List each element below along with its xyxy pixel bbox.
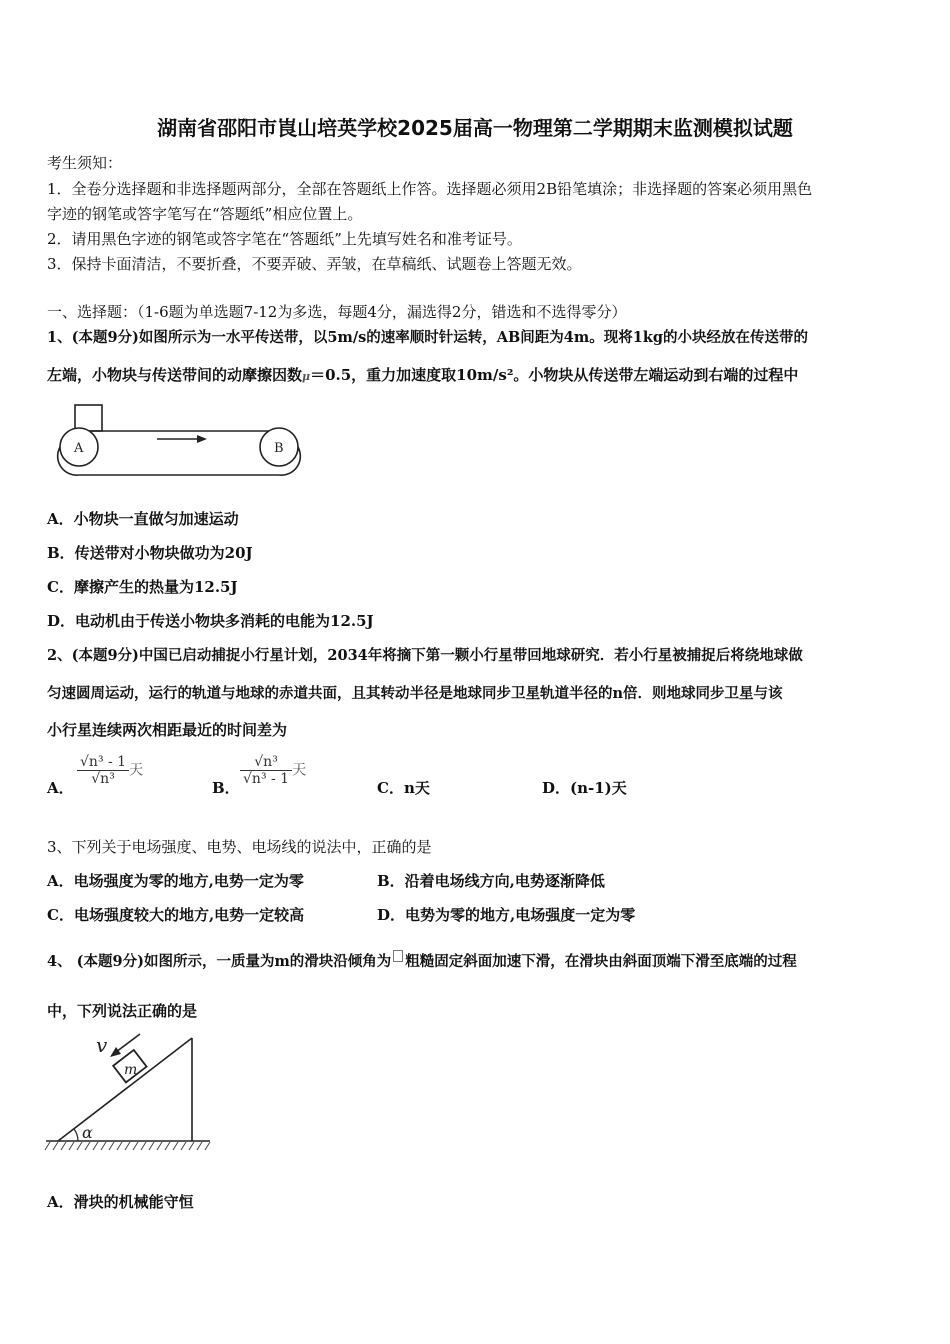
q4-line-1 <box>47 950 797 971</box>
q1-line-2 <box>47 364 798 385</box>
q2-option-a-fraction <box>77 754 129 787</box>
q3-option-d: D．电势为零的地方,电场强度一定为零 <box>377 906 636 924</box>
velocity-label: v <box>96 1033 108 1057</box>
label-a: A <box>74 441 84 456</box>
section-heading: 一、选择题：（1-6题为单选题7-12为多选，每题4分，漏选得2分，错选和不选得零分） <box>47 303 627 321</box>
q2-option-d: D．(n-1)天 <box>542 779 627 797</box>
q2-option-a-label: A． <box>47 779 74 797</box>
mu-symbol: μ <box>302 370 311 383</box>
q2-line-2: 匀速圆周运动，运行的轨道与地球的赤道共面，且其转动半径是地球同步卫星轨道半径的n倍．则地球同步卫星与该 <box>47 685 783 702</box>
q2-option-a-expr <box>77 754 143 787</box>
notice-heading: 考生须知： <box>47 154 123 172</box>
q1-option-c: C．摩擦产生的热量为12.5J <box>47 578 238 596</box>
q2-option-b-expr <box>240 754 306 787</box>
fraction-numerator: √n³ - 1 <box>77 754 129 771</box>
q4-line-1-text: 4、 (本题9分)如图所示，一质量为m的滑块沿倾角为 <box>47 953 392 970</box>
q1-line-2-text: 左端，小物块与传送带间的动摩擦因数 <box>47 366 303 384</box>
angle-alpha: α <box>82 1123 93 1142</box>
q2-option-b-fraction <box>240 754 292 787</box>
fraction-numerator: √n³ <box>240 754 292 771</box>
q1-option-b: B．传送带对小物块做功为20J <box>47 544 253 562</box>
q2-option-b-label: B． <box>212 779 240 797</box>
q1-line-1: 1、(本题9分)如图所示为一水平传送带，以5m/s的速率顺时针运转，AB间距为4m。现将1kg的小块经放在传送带的 <box>47 329 808 346</box>
conveyor-belt-figure <box>55 403 303 481</box>
q2-line-1: 2、(本题9分)中国已启动捕捉小行星计划，2034年将摘下第一颗小行星带回地球研究．若小行星被捕捉后将绕地球做 <box>47 647 803 664</box>
q2-line-3: 小行星连续两次相距最近的时间差为 <box>47 721 288 739</box>
fraction-denominator: √n³ - 1 <box>243 771 290 787</box>
q1-line-2-rest: ＝0.5，重力加速度取10m/s²。小物块从传送带左端运动到右端的过程中 <box>310 366 799 384</box>
unit-day: 天 <box>292 762 307 779</box>
page-title: 湖南省邵阳市崀山培英学校2025届高一物理第二学期期末监测模拟试题 <box>157 116 793 140</box>
q3-option-b: B．沿着电场线方向,电势逐渐降低 <box>377 872 605 890</box>
incline-figure <box>44 1030 214 1155</box>
fraction-denominator: √n³ <box>91 771 115 787</box>
missing-symbol-box <box>393 950 403 962</box>
q3-option-c: C．电场强度较大的地方,电势一定较高 <box>47 906 305 924</box>
q4-line-2: 中，下列说法正确的是 <box>47 1002 198 1020</box>
q2-option-c: C．n天 <box>377 779 430 797</box>
mass-label: m <box>124 1062 138 1078</box>
notice-line-1a: 1．全卷分选择题和非选择题两部分，全部在答题纸上作答。选择题必须用2B铅笔填涂；非选择题的答案必须用黑色 <box>47 180 813 198</box>
q1-option-a: A．小物块一直做匀加速运动 <box>47 510 239 528</box>
q1-option-d: D．电动机由于传送小物块多消耗的电能为12.5J <box>47 612 374 630</box>
notice-line-1b: 字迹的钢笔或答字笔写在“答题纸”相应位置上。 <box>47 205 363 223</box>
label-b: B <box>274 441 284 456</box>
notice-line-2: 2．请用黑色字迹的钢笔或答字笔在“答题纸”上先填写姓名和准考证号。 <box>47 230 522 248</box>
q4-line-1-rest: 粗糙固定斜面加速下滑，在滑块由斜面顶端下滑至底端的过程 <box>405 953 797 970</box>
unit-day: 天 <box>129 762 144 779</box>
q4-option-a: A．滑块的机械能守恒 <box>47 1193 194 1211</box>
notice-line-3: 3．保持卡面清洁，不要折叠，不要弄破、弄皱，在草稿纸、试题卷上答题无效。 <box>47 255 582 273</box>
q3-option-a: A．电场强度为零的地方,电势一定为零 <box>47 872 304 890</box>
q3-line-1: 3、下列关于电场强度、电势、电场线的说法中，正确的是 <box>47 838 432 856</box>
